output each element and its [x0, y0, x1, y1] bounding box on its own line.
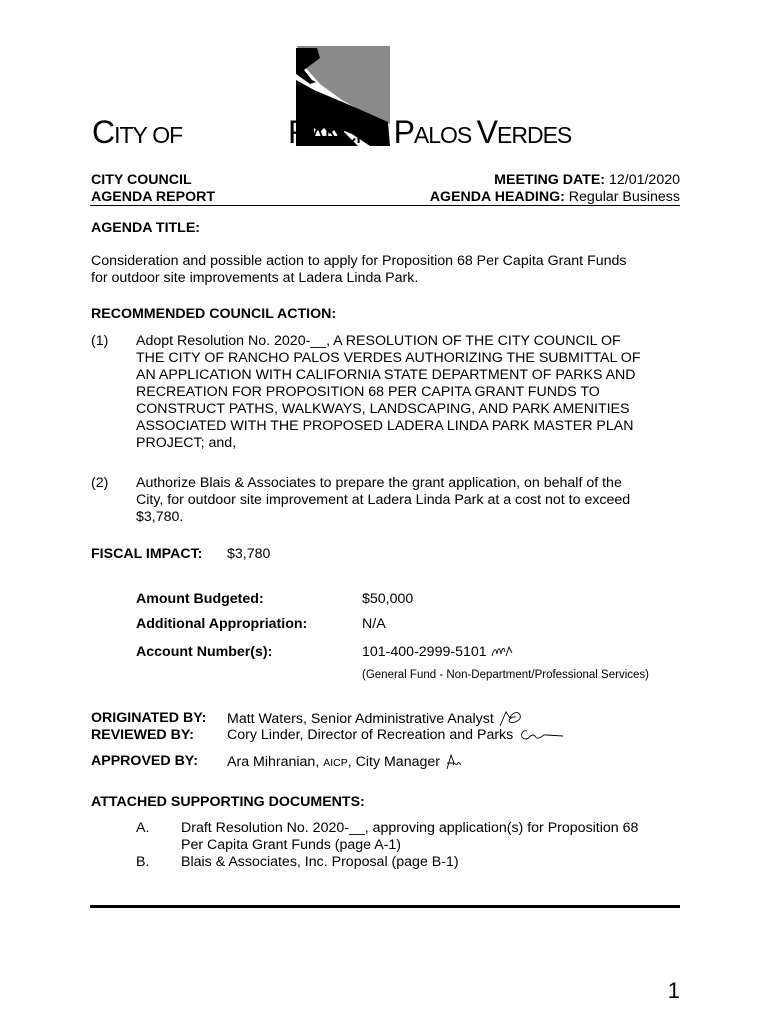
fiscal-impact-value: $3,780 — [227, 546, 271, 562]
account-note: (General Fund - Non-Department/Professional Services) — [362, 669, 649, 681]
action-1-line: AN APPLICATION WITH CALIFORNIA STATE DEPARTMENT OF PARKS AND — [136, 367, 636, 383]
meeting-date-value: 12/01/2020 — [608, 172, 680, 188]
agenda-heading-value: Regular Business — [568, 189, 680, 205]
approved-by-label: APPROVED BY: — [91, 753, 198, 769]
originated-by-label: ORIGINATED BY: — [91, 710, 207, 726]
initials-signature-icon — [444, 753, 462, 771]
city-logo — [92, 44, 582, 154]
originated-by — [227, 710, 524, 728]
account-number-label: Account Number(s): — [136, 644, 273, 660]
action-1-line: ASSOCIATED WITH THE PROPOSED LADERA LINDA PARK MASTER PLAN — [136, 418, 634, 434]
meeting-date — [494, 172, 680, 189]
action-2-line: City, for outdoor site improvement at Ladera Linda Park at a cost not to exceed — [136, 492, 631, 508]
reviewed-by-value: Cory Linder, Director of Recreation and Parks — [227, 727, 514, 743]
approved-by-title: , City Manager — [347, 753, 440, 770]
approved-by-aicp: AICP — [323, 756, 348, 769]
attachments-heading: ATTACHED SUPPORTING DOCUMENTS: — [91, 794, 365, 810]
reviewed-by — [227, 727, 565, 744]
header-city-council: CITY COUNCIL — [91, 172, 192, 188]
initials-signature-icon — [498, 710, 524, 728]
action-1-line: CONSTRUCT PATHS, WALKWAYS, LANDSCAPING, AND PARK AMENITIES — [136, 401, 630, 417]
header-rule — [90, 205, 680, 206]
attachment-a-letter: A. — [136, 820, 150, 836]
footer-rule — [90, 905, 680, 908]
logo-city-text: CITY OF — [92, 114, 183, 150]
amount-budgeted-label: Amount Budgeted: — [136, 591, 264, 607]
attachment-a-text — [181, 820, 638, 854]
attachment-line: Draft Resolution No. 2020-__, approving application(s) for Proposition 68 — [181, 820, 639, 836]
approved-by — [227, 753, 462, 772]
attachment-line: Per Capita Grant Funds (page A-1) — [181, 837, 402, 853]
approved-by-name: Ara Mihranian, — [227, 753, 320, 770]
action-2-text — [136, 475, 630, 526]
recommended-heading: RECOMMENDED COUNCIL ACTION: — [91, 306, 337, 322]
fiscal-impact-label: FISCAL IMPACT: — [91, 546, 203, 562]
attachment-b-letter: B. — [136, 854, 150, 870]
initials-signature-icon — [491, 644, 513, 660]
agenda-title-line-2: for outdoor site improvements at Ladera Linda Park. — [91, 270, 419, 286]
originated-by-value: Matt Waters, Senior Administrative Analyst — [227, 710, 494, 727]
agenda-heading-label: AGENDA HEADING: — [429, 189, 565, 205]
account-number-value: 101-400-2999-5101 — [362, 644, 487, 660]
meeting-date-label: MEETING DATE: — [494, 172, 606, 188]
action-1-number: (1) — [91, 333, 109, 349]
header-agenda-report: AGENDA REPORT — [91, 189, 216, 205]
account-number — [362, 644, 513, 661]
agenda-heading — [430, 189, 680, 206]
page-number: 1 — [667, 978, 680, 1003]
action-2-line: $3,780. — [136, 509, 184, 525]
logo-name-text: RANCHO PALOS VERDES — [288, 114, 572, 150]
action-2-line: Authorize Blais & Associates to prepare the grant application, on behalf of the — [136, 475, 622, 491]
initials-signature-icon — [517, 727, 565, 743]
action-2-number: (2) — [91, 475, 109, 491]
attachment-line: Blais & Associates, Inc. Proposal (page B-1) — [181, 854, 459, 870]
action-1-line: RECREATION FOR PROPOSITION 68 PER CAPITA GRANT FUNDS TO — [136, 384, 600, 400]
action-1-line: Adopt Resolution No. 2020-__, A RESOLUTION OF THE CITY COUNCIL OF — [136, 333, 621, 349]
additional-appropriation-label: Additional Appropriation: — [136, 616, 308, 632]
agenda-title-line-1: Consideration and possible action to apply for Proposition 68 Per Capita Grant Funds — [91, 253, 627, 269]
action-1-line: PROJECT; and, — [136, 435, 237, 451]
action-1-line: THE CITY OF RANCHO PALOS VERDES AUTHORIZING THE SUBMITTAL OF — [136, 350, 641, 366]
reviewed-by-label: REVIEWED BY: — [91, 727, 194, 743]
amount-budgeted-value: $50,000 — [362, 591, 414, 607]
action-1-text — [136, 333, 641, 452]
attachment-b-text — [181, 854, 459, 871]
additional-appropriation-value: N/A — [362, 616, 386, 632]
agenda-title-heading: AGENDA TITLE: — [91, 220, 201, 236]
